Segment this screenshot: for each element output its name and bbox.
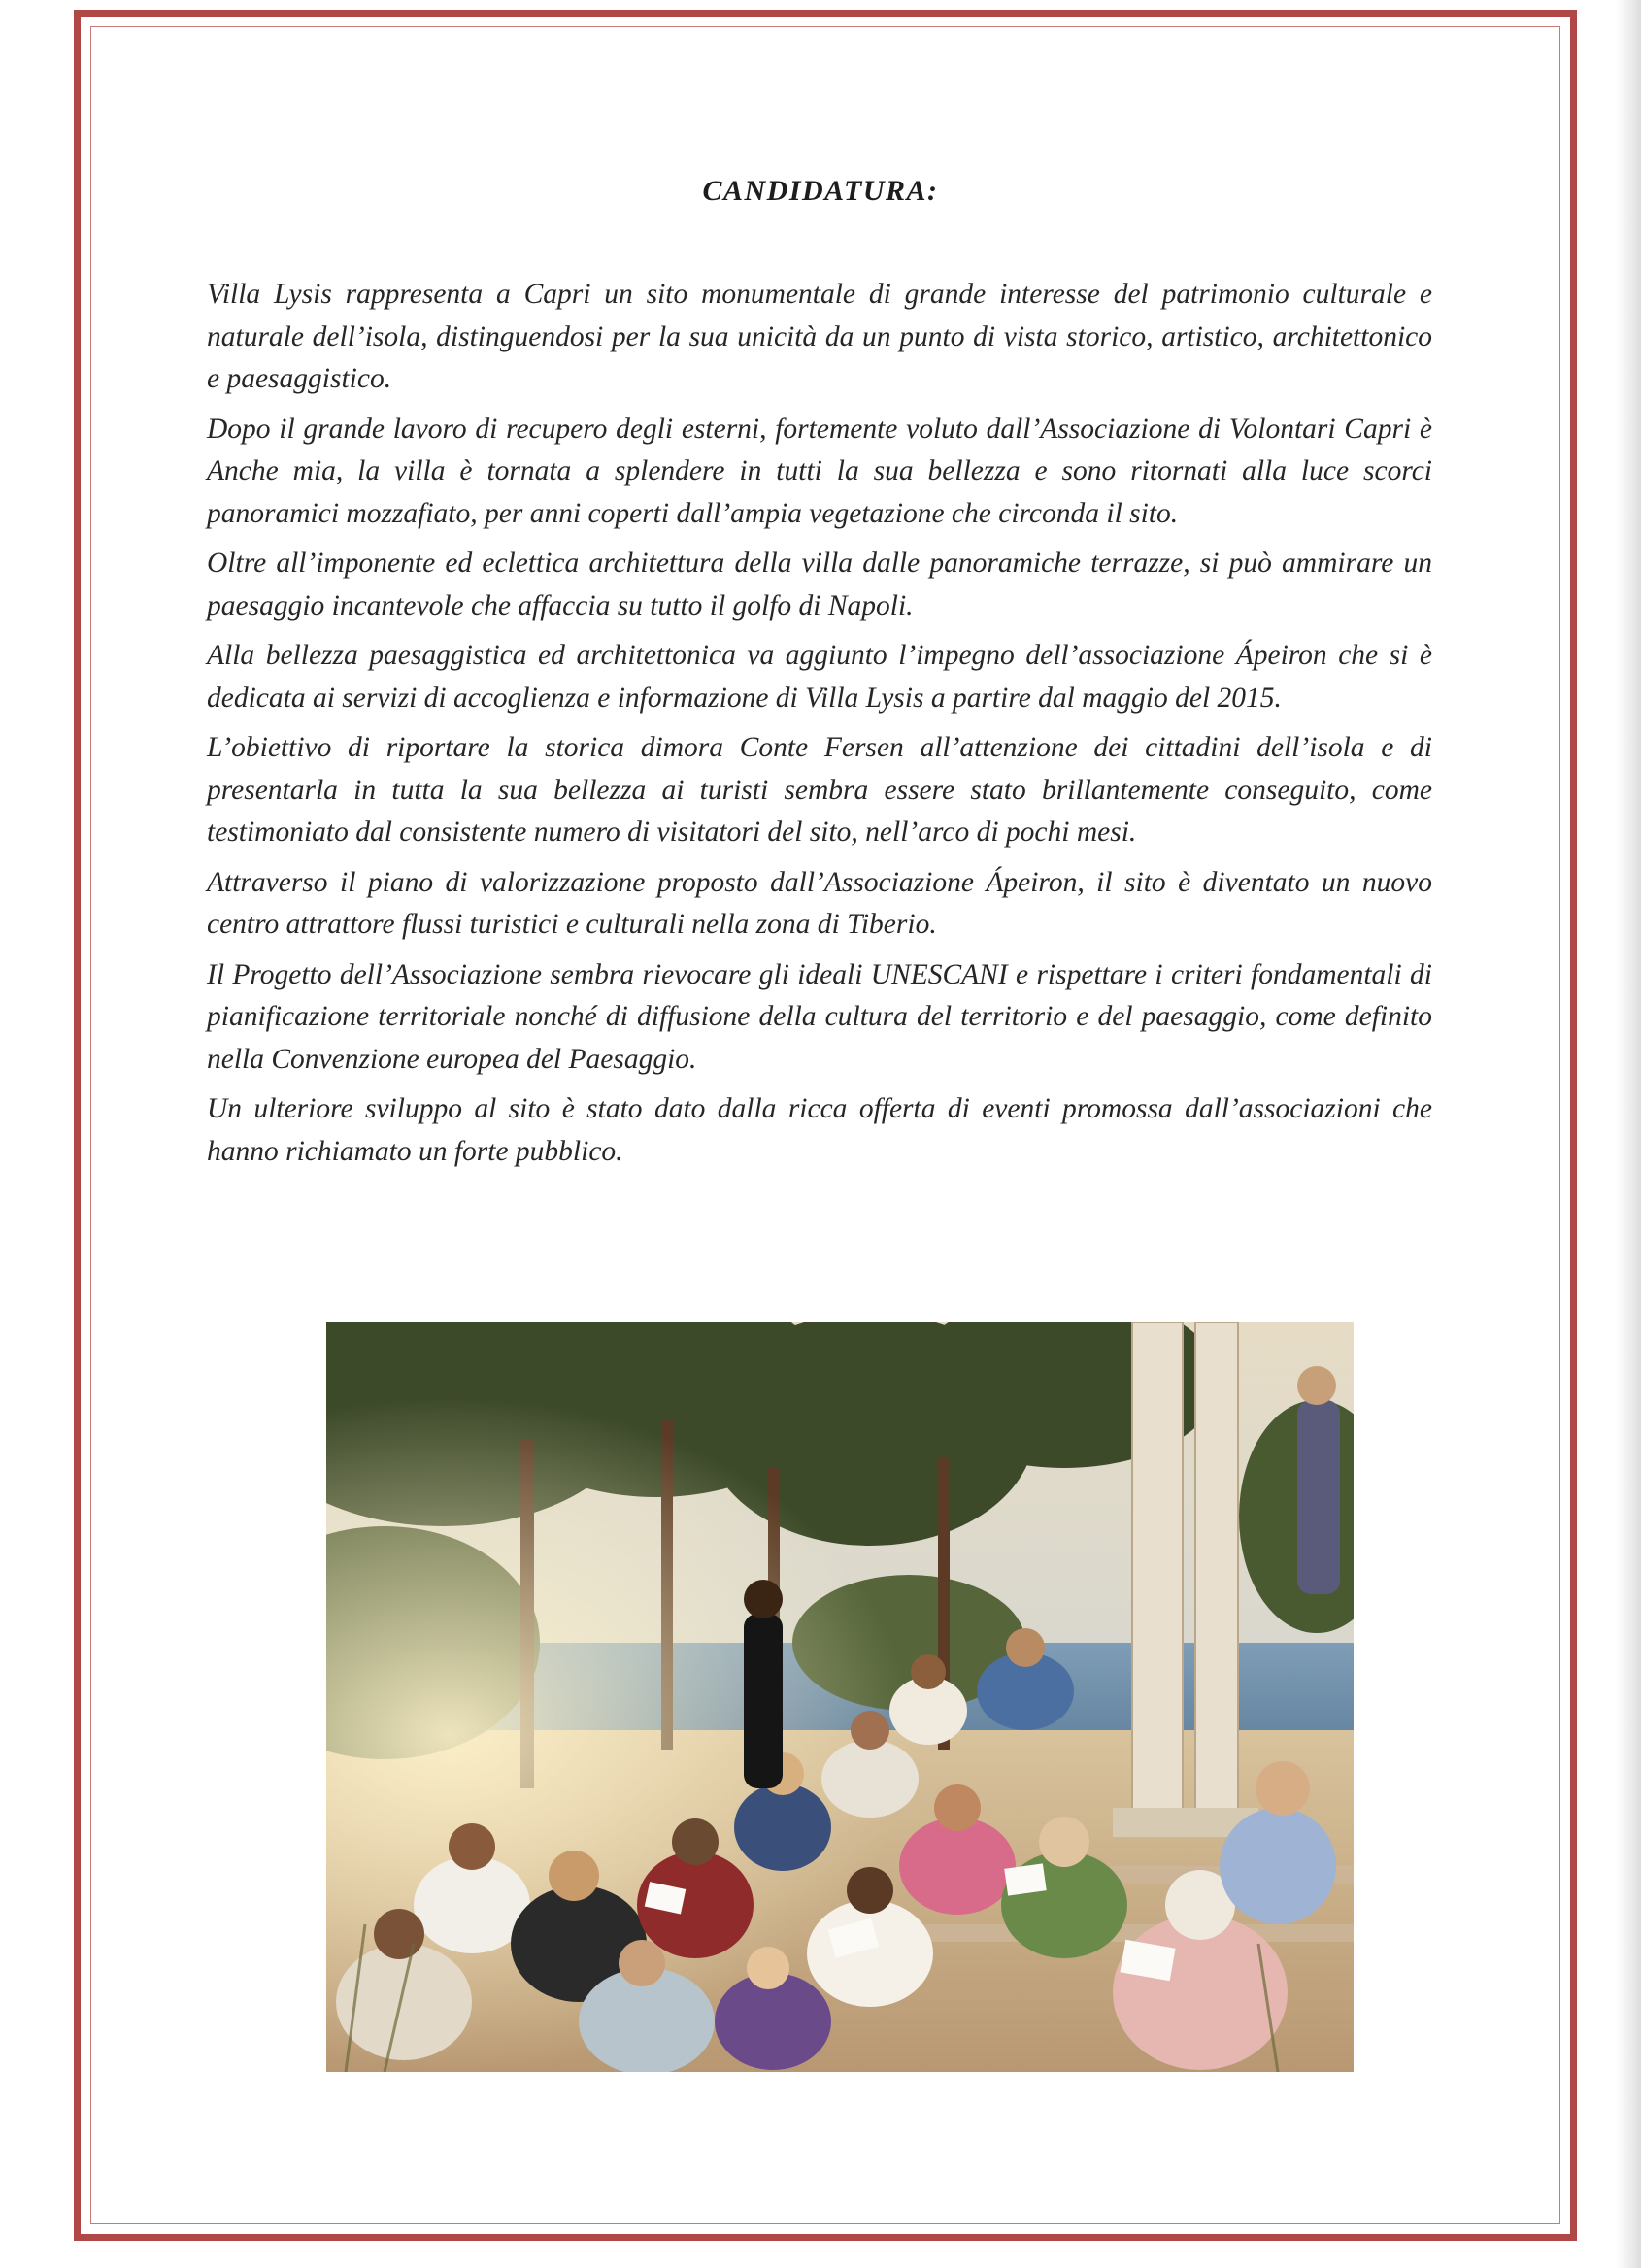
paragraph-unesco: Il Progetto dell’Associazione sembra rievocare gli ideali UNESCANI e rispettare i criteri fondamentali di pianificazione territoriale nonché di diffusione della cultura del territorio e del paesaggio, come definito nella Convenzione europea del Paesaggio. (207, 958, 1432, 1075)
paragraph-restoration: Dopo il grande lavoro di recupero degli esterni, fortemente voluto dall’Associazione di Volontari Capri è Anche mia, la villa è tornata a splendere in tutti la sua bellezza e sono ritornati alla luce scorci panoramici mozzafiato, per anni coperti dall’ampia vegetazione che circonda il sito. (207, 413, 1432, 529)
paragraph-intro: Villa Lysis rappresenta a Capri un sito monumentale di grande interesse del patrimonio culturale e naturale dell’isola, distinguendosi per la sua unicità da un punto di vista storico, artistico, architettonico e paesaggistico. (207, 279, 1432, 394)
paragraph-events: Un ulteriore sviluppo al sito è stato dato dalla ricca offerta di eventi promossa dall’associazioni che hanno richiamato un forte pubblico. (207, 1093, 1432, 1167)
page-title: CANDIDATURA: (702, 175, 939, 207)
body-text (207, 274, 1432, 1181)
paragraph-valorization: Attraverso il piano di valorizzazione proposto dall’Associazione Ápeiron, il sito è diventato un nuovo centro attrattore flussi turistici e culturali nella zona di Tiberio. (207, 866, 1432, 940)
scan-edge (1616, 0, 1641, 2268)
event-photo-illustration (326, 1322, 1354, 2072)
paragraph-landscape: Oltre all’imponente ed eclettica architettura della villa dalle panoramiche terrazze, si può ammirare un paesaggio incantevole che affaccia su tutto il golfo di Napoli. (207, 548, 1432, 621)
paragraph-objective: L’obiettivo di riportare la storica dimora Conte Fersen all’attenzione dei cittadini dell’isola e di presentarla in tutta la sua bellezza ai turisti sembra essere stato brillantemente conseguito, come testimoniato dal consistente numero di visitatori del sito, nell’arco di pochi mesi. (207, 732, 1432, 848)
paragraph-apeiron: Alla bellezza paesaggistica ed architettonica va aggiunto l’impegno dell’associazione Ápeiron che si è dedicata ai servizi di accoglienza e informazione di Villa Lysis a partire dal maggio del 2015. (207, 640, 1432, 714)
event-photo (326, 1322, 1354, 2072)
